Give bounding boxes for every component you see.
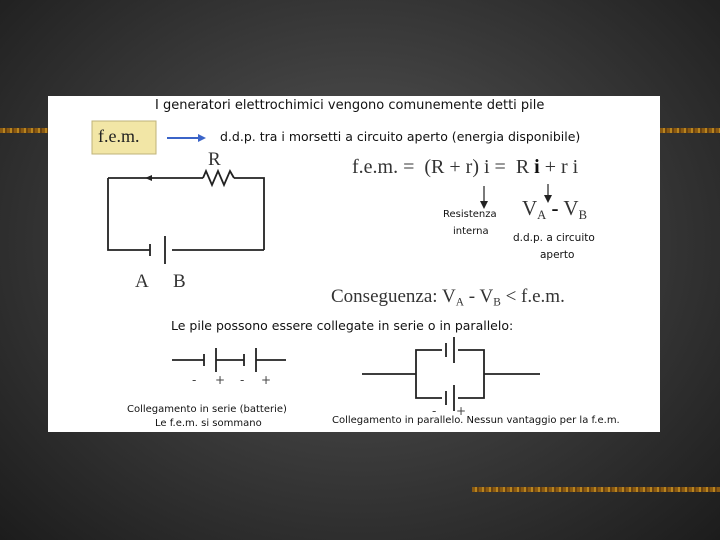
- ddp-circuito-aperto-line1: d.d.p. a circuito: [513, 232, 595, 244]
- fem-definition: d.d.p. tra i morsetti a circuito aperto (energia disponibile): [220, 129, 581, 144]
- conseguenza-fem: f.e.m.: [521, 286, 565, 307]
- equation-rhs-i: i: [534, 156, 540, 178]
- vab-expression: [522, 196, 587, 223]
- ddp-circuito-aperto-line2: aperto: [540, 249, 575, 261]
- serie-caption-2: Le f.e.m. si sommano: [155, 418, 262, 429]
- serie-sign-minus-2: -: [240, 373, 245, 387]
- parallelo-circuit: [362, 337, 540, 411]
- serie-sign-plus-1: +: [215, 373, 226, 387]
- vab-V2: V: [563, 196, 579, 220]
- circuit-drawings: [48, 96, 660, 432]
- vab-V1: V: [522, 196, 538, 220]
- conseguenza-line: [331, 286, 565, 308]
- decor-stripe-bottom: [472, 487, 720, 492]
- parallelo-sign-minus: -: [432, 404, 437, 418]
- equation-rhs-rest: + r i: [544, 156, 579, 178]
- current-arrow-icon: [145, 175, 152, 181]
- conseguenza-minus: -: [468, 286, 476, 307]
- fem-box-label: f.e.m.: [98, 126, 140, 146]
- equation-middle: (R + r) i =: [424, 156, 506, 178]
- label-resistor-R: R: [208, 149, 221, 170]
- parallelo-sign-plus: +: [456, 404, 467, 418]
- vab-sub-B: B: [578, 207, 587, 222]
- fem-equation: [352, 156, 578, 179]
- serie-caption-1: Collegamento in serie (batterie): [127, 404, 287, 415]
- label-B: B: [173, 271, 186, 292]
- conseguenza-less-than: <: [505, 286, 517, 307]
- main-circuit: [108, 171, 264, 264]
- conseguenza-V2: V: [479, 286, 494, 307]
- conseguenza-sub-A: A: [455, 296, 464, 309]
- vab-sub-A: A: [537, 207, 547, 222]
- resistor-zigzag: [203, 171, 234, 185]
- conseguenza-label: Conseguenza:: [331, 286, 438, 307]
- serie-circuit: [172, 348, 286, 372]
- collegamento-intro: Le pile possono essere collegate in serie o in parallelo:: [171, 318, 514, 333]
- label-A: A: [135, 271, 149, 292]
- conseguenza-V1: V: [442, 286, 456, 307]
- serie-sign-minus-1: -: [192, 373, 197, 387]
- parallelo-caption: Collegamento in parallelo. Nessun vantaggio per la f.e.m.: [332, 415, 620, 426]
- vab-minus: -: [551, 196, 559, 220]
- conseguenza-sub-B: B: [493, 296, 501, 309]
- blue-arrow-icon: [167, 134, 206, 142]
- equation-lhs: f.e.m. =: [352, 156, 415, 178]
- serie-sign-plus-2: +: [261, 373, 272, 387]
- decor-stripe-right-top: [660, 128, 720, 133]
- resistenza-interna-line1: Resistenza: [443, 209, 497, 220]
- slide: [48, 96, 660, 432]
- decor-stripe-left: [0, 128, 52, 133]
- down-arrow-resistenza-icon: [480, 186, 488, 209]
- equation-rhs-R: R: [515, 156, 530, 178]
- slide-title: I generatori elettrochimici vengono comunemente detti pile: [155, 98, 545, 113]
- resistenza-interna-line2: interna: [453, 226, 489, 237]
